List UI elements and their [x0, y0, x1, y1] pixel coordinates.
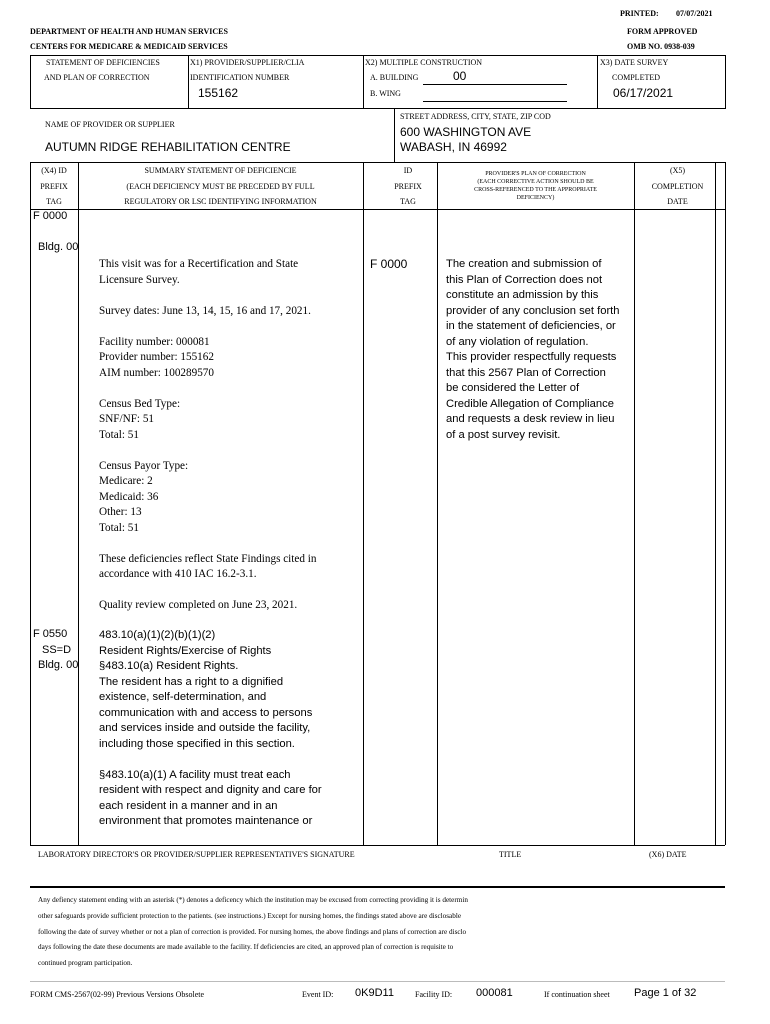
x1-value: 155162: [198, 86, 239, 100]
plan-tag-f0000: F 0000: [370, 257, 408, 271]
plan-text-f0000: The creation and submission of this Plan of Correction does not constitute an admission by this provider of any conclusion set forth in the statement of deficiencies, or of any violation of regulation. This provider respectfully requests that this 2567 Plan of Correction be considered the Letter of Credible Allegation of Compliance and requests a desk review in lieu of a post survey revisit.: [446, 258, 620, 441]
box-rule-2: [30, 162, 725, 163]
statement-label-1: STATEMENT OF DEFICIENCIES: [46, 58, 160, 67]
x4-header-1: (X4) ID: [41, 166, 67, 175]
centers-title: CENTERS FOR MEDICARE & MEDICAID SERVICES: [30, 42, 228, 51]
box-right-edge: [725, 55, 726, 109]
printed-date: 07/07/2021: [676, 9, 713, 18]
top-rule: [30, 55, 725, 56]
facility-id-label: Facility ID:: [415, 990, 453, 999]
summary-header-3: REGULATORY OR LSC IDENTIFYING INFORMATION: [124, 197, 317, 206]
x2-wing-label: B. WING: [370, 89, 401, 98]
summary-header-1: SUMMARY STATEMENT OF DEFICIENCIE: [144, 166, 297, 175]
disclaimer-line-1: Any defiency statement ending with an asterisk (*) denotes a deficency which the institution may be excused from correcting providing it is determin: [38, 896, 468, 904]
table-bottom-rule: [30, 845, 725, 846]
title-label: TITLE: [499, 850, 522, 859]
disclaimer-line-4: days following the date these documents are made available to the facility. If deficiencies are cited, an approved plan of correction is requisite to: [38, 943, 454, 951]
department-title: DEPARTMENT OF HEALTH AND HUMAN SERVICES: [30, 27, 228, 36]
x3-sublabel: COMPLETED: [612, 73, 660, 82]
col-divider-2: [363, 162, 364, 845]
x5-header-3: DATE: [667, 197, 688, 206]
building-underline: [423, 84, 567, 85]
severity-scope: SS=D: [42, 644, 72, 656]
disclaimer-line-3: following the date of survey whether or not a plan of correction is provided. For nursing homes, the above findings and plans of correction are disclo: [38, 928, 467, 936]
x3-label: X3) DATE SURVEY: [600, 58, 669, 67]
address-label: STREET ADDRESS, CITY, STATE, ZIP COD: [400, 112, 551, 121]
box-left-edge: [30, 55, 31, 109]
tag-f0000: F 0000: [33, 210, 68, 222]
summary-f0000: This visit was for a Recertification and State Licensure Survey. Survey dates: June 13, 14, 15, 16 and 17, 2021. Facility number: 000081 Provider number: 155162 AIM number: 100289570 Census Bed Type: SNF/NF: 51 Total: 51 Census Payor Type: Medicare: 2 Medicaid: 36 Other: 13 Total: 51 These deficiencies reflect State Findings cited in accordance with 410 IAC 16.2-3.1. Quality review completed on June 23, 2021.: [99, 258, 317, 611]
x1-label: X1) PROVIDER/SUPPLIER/CLIA: [190, 58, 305, 67]
id-header-3: TAG: [400, 197, 416, 206]
x3-value: 06/17/2021: [613, 86, 674, 100]
disclaimer-line-2: other safeguards provide sufficient protection to the patients. (see instructions.) Except for nursing homes, the findings stated above are disclosable: [38, 912, 462, 920]
col-right-edge: [725, 162, 726, 845]
col-divider-1: [78, 162, 79, 845]
page-number: Page 1 of 32: [634, 987, 697, 999]
omb-number: OMB NO. 0938-039: [627, 42, 695, 51]
x2-building-value: 00: [453, 69, 467, 83]
x5-header-1: (X5): [669, 166, 686, 175]
col-divider-5: [715, 162, 716, 845]
plan-header-1: PROVIDER'S PLAN OF CORRECTION: [485, 171, 586, 177]
continuation-label: If continuation sheet: [544, 990, 610, 999]
summary-header-2: (EACH DEFICIENCY MUST BE PRECEDED BY FULL: [126, 182, 315, 191]
box-divider-1: [188, 55, 189, 109]
footer-rule: [30, 981, 725, 982]
provider-label: NAME OF PROVIDER OR SUPPLIER: [45, 120, 175, 129]
address-divider: [394, 108, 395, 163]
col-divider-4: [634, 162, 635, 845]
facility-id-value: 000081: [476, 987, 513, 999]
x5-header-2: COMPLETION: [651, 182, 704, 191]
wing-underline: [423, 101, 567, 102]
x2-building-label: A. BUILDING: [370, 73, 419, 82]
header-rule: [30, 209, 725, 210]
col-left-edge: [30, 162, 31, 845]
date-label: (X6) DATE: [649, 850, 687, 859]
x2-label: X2) MULTIPLE CONSTRUCTION: [365, 58, 483, 67]
box-divider-2: [363, 55, 364, 109]
statement-label-2: AND PLAN OF CORRECTION: [44, 73, 150, 82]
form-number: FORM CMS-2567(02-99) Previous Versions Obsolete: [30, 990, 205, 999]
x4-header-3: TAG: [46, 197, 62, 206]
x4-header-2: PREFIX: [40, 182, 68, 191]
plan-header-4: DEFICIENCY): [516, 195, 555, 201]
printed-label: PRINTED:: [620, 9, 659, 18]
signature-label: LABORATORY DIRECTOR'S OR PROVIDER/SUPPLIER REPRESENTATIVE'S SIGNATURE: [38, 850, 355, 859]
event-id-value: 0K9D11: [355, 987, 394, 999]
id-header-1: ID: [403, 166, 413, 175]
address-line-1: 600 WASHINGTON AVE: [400, 125, 532, 139]
provider-name: AUTUMN RIDGE REHABILITATION CENTRE: [45, 140, 291, 154]
box-divider-3: [597, 55, 598, 109]
id-header-2: PREFIX: [394, 182, 422, 191]
box-rule-1: [30, 108, 725, 109]
x1-sublabel: IDENTIFICATION NUMBER: [190, 73, 290, 82]
event-id-label: Event ID:: [302, 990, 334, 999]
disclaimer-line-5: continued program participation.: [38, 959, 133, 967]
col-divider-3: [437, 162, 438, 845]
bldg-00: Bldg. 00: [38, 241, 79, 253]
bldg-00-f0550: Bldg. 00: [38, 659, 79, 671]
address-line-2: WABASH, IN 46992: [400, 140, 507, 154]
signature-rule: [30, 886, 725, 888]
plan-header-2: (EACH CORRECTIVE ACTION SHOULD BE: [477, 179, 594, 185]
summary-f0550: 483.10(a)(1)(2)(b)(1)(2) Resident Rights/Exercise of Rights §483.10(a) Resident Rights. The resident has a right to a dignified existence, self-determination, and communication with and access to persons and services inside and outside the facility, including those specified in this section. §483.10(a)(1) A facility must treat each resident with respect and dignity and care for each resident in a manner and in an environment that promotes maintenance or: [99, 629, 322, 827]
form-approved: FORM APPROVED: [627, 27, 698, 36]
tag-f0550: F 0550: [33, 628, 68, 640]
plan-header-3: CROSS-REFERENCED TO THE APPROPRIATE: [474, 187, 597, 193]
